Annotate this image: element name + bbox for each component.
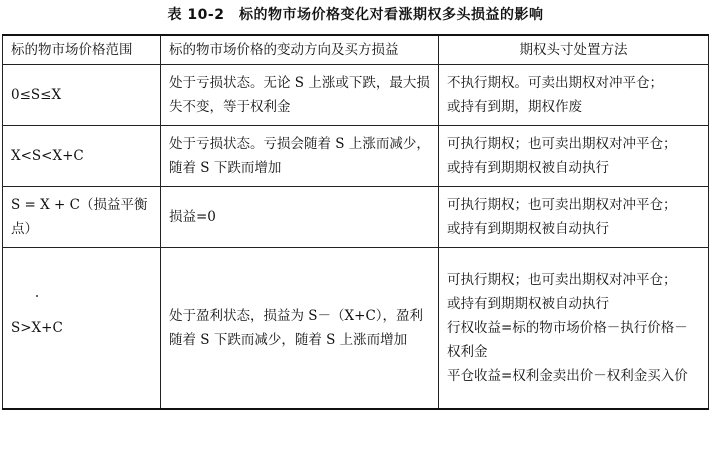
stray-dot: [36, 295, 38, 297]
action-line: 或持有到期期权被自动执行: [447, 296, 609, 312]
action-line: 不执行期权。可卖出期权对冲平仓；: [447, 75, 663, 91]
table-row: [3, 248, 709, 410]
action-line: 或持有到期期权被自动执行: [447, 160, 609, 176]
cell-range: S = X + C（损益平衡点）: [3, 187, 161, 248]
table-row: [3, 126, 709, 187]
cell-actions: [439, 248, 709, 410]
header-price-range: 标的物市场价格范围: [3, 35, 161, 65]
action-line: 行权收益=标的物市场价格－执行价格－权利金: [447, 320, 688, 360]
cell-effect: 处于亏损状态。无论 S 上涨或下跌，最大损失不变，等于权利金: [161, 65, 439, 126]
action-line: 或持有到期，期权作废: [447, 99, 582, 115]
header-effect: 标的物市场价格的变动方向及买方损益: [161, 35, 439, 65]
action-line: 平仓收益=权利金卖出价－权利金买入价: [447, 368, 688, 384]
cell-range: S>X+C: [3, 248, 161, 410]
cell-effect: 处于亏损状态。亏损会随着 S 上涨而减少，随着 S 下跌而增加: [161, 126, 439, 187]
cell-range: 0≤S≤X: [3, 65, 161, 126]
header-handling: 期权头寸处置方法: [439, 35, 709, 65]
table-row: [3, 187, 709, 248]
cell-actions: [439, 126, 709, 187]
cell-range: X<S<X+C: [3, 126, 161, 187]
action-line: 可执行期权；也可卖出期权对冲平仓；: [447, 197, 677, 213]
options-table: [2, 34, 709, 410]
action-line: 可执行期权；也可卖出期权对冲平仓；: [447, 136, 677, 152]
header-row: [3, 35, 709, 65]
action-line: 或持有到期期权被自动执行: [447, 221, 609, 237]
cell-actions: [439, 65, 709, 126]
cell-effect: 处于盈利状态，损益为 S－（X+C），盈利随着 S 下跌而减少，随着 S 上涨而增加: [161, 248, 439, 410]
table-title: 表 10-2 标的物市场价格变化对看涨期权多头损益的影响: [167, 7, 544, 23]
cell-effect: 损益=0: [161, 187, 439, 248]
action-line: 可执行期权；也可卖出期权对冲平仓；: [447, 272, 677, 288]
cell-actions: [439, 187, 709, 248]
table-row: [3, 65, 709, 126]
